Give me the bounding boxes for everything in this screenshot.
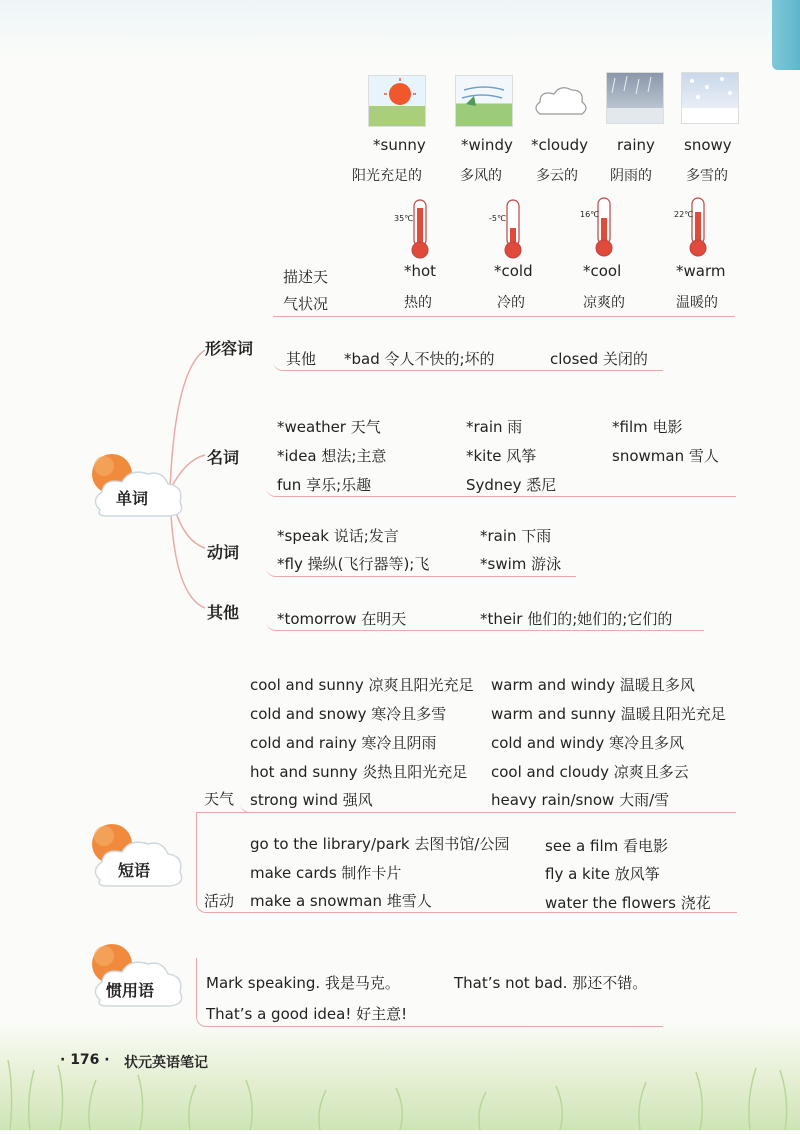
- phrase-item: make cards 制作卡片: [250, 864, 402, 882]
- page-top-shade: [0, 0, 800, 60]
- temperature-word-en: *cold: [494, 262, 533, 280]
- grass-blades-icon: [0, 1020, 800, 1130]
- idiom-item: That’s not bad. 那还不错。: [454, 974, 648, 992]
- verb-item: *swim 游泳: [480, 555, 562, 573]
- weather-word-zh: 多云的: [536, 168, 578, 184]
- verb-item: *speak 说话;发言: [277, 527, 399, 545]
- phrase-item: see a film 看电影: [545, 837, 668, 855]
- noun-item: snowman 雪人: [612, 447, 719, 465]
- sun-scene-icon: [368, 75, 426, 127]
- phrase-item: go to the library/park 去图书馆/公园: [250, 835, 510, 853]
- weather-word-en: *sunny: [373, 136, 426, 154]
- page-edge-tab: [772, 0, 800, 70]
- thermometer-hot-icon: [394, 198, 434, 264]
- noun-item: *rain 雨: [466, 418, 523, 436]
- noun-item: fun 享乐;乐趣: [277, 476, 372, 494]
- phrase-item: heavy rain/snow 大雨/雪: [491, 791, 670, 809]
- weather-word-zh: 多雪的: [686, 168, 728, 184]
- phrase-item: warm and windy 温暖且多风: [491, 676, 695, 694]
- phrase-item: water the flowers 浇花: [545, 894, 711, 912]
- weather-word-zh: 阳光充足的: [352, 168, 422, 184]
- thermometer-cool-icon: [578, 196, 618, 262]
- temperature-word-zh: 温暖的: [676, 295, 718, 311]
- phrase-item: cool and cloudy 凉爽且多云: [491, 763, 689, 781]
- weather-word-en: snowy: [684, 136, 732, 154]
- other-item: *their 他们的;她们的;它们的: [480, 610, 673, 628]
- phrase-item: warm and sunny 温暖且阳光充足: [491, 705, 726, 723]
- verb-item: *rain 下雨: [480, 527, 552, 545]
- thermometer-warm-icon: [672, 196, 712, 262]
- thermometer-reading: 16℃: [580, 210, 600, 219]
- words-badge: [86, 450, 191, 524]
- page-number: · 176 ·: [60, 1052, 110, 1068]
- others-label: 其他: [207, 603, 240, 622]
- thermometer-cold-icon: [487, 198, 527, 264]
- phrase-activity-label: 活动: [204, 892, 235, 910]
- phrases-divider: [196, 812, 736, 813]
- noun-item: *film 电影: [612, 418, 683, 436]
- phrase-item: fly a kite 放风筝: [545, 865, 660, 883]
- phrases-badge: [86, 820, 191, 894]
- phrase-item: cold and rainy 寒冷且阴雨: [250, 734, 437, 752]
- weather-word-en: rainy: [617, 136, 655, 154]
- temperature-word-en: *cool: [583, 262, 622, 280]
- temperature-word-zh: 凉爽的: [583, 295, 625, 311]
- noun-item: Sydney 悉尼: [466, 476, 557, 494]
- thermometer-reading: -5℃: [489, 214, 506, 223]
- temperature-word-en: *hot: [404, 262, 437, 280]
- other-item: *tomorrow 在明天: [277, 610, 407, 628]
- book-title: 状元英语笔记: [124, 1055, 208, 1071]
- adjective-other-item: *bad 令人不快的;坏的: [344, 350, 495, 368]
- noun-item: *kite 风筝: [466, 447, 537, 465]
- phrase-item: cold and windy 寒冷且多风: [491, 734, 684, 752]
- weather-word-en: *cloudy: [531, 136, 588, 154]
- phrase-item: hot and sunny 炎热且阳光充足: [250, 763, 468, 781]
- nouns-label: 名词: [207, 448, 240, 467]
- weather-word-zh: 多风的: [460, 168, 502, 184]
- cloud-icon: [530, 80, 590, 124]
- phrase-item: strong wind 强风: [250, 791, 373, 809]
- phrase-weather-label: 天气: [204, 790, 235, 808]
- temperature-word-zh: 热的: [404, 295, 432, 311]
- adjective-other-label: 其他: [286, 350, 317, 368]
- temperature-word-en: *warm: [676, 262, 726, 280]
- sun-cloud-icon: [86, 450, 191, 520]
- phrase-item: cold and snowy 寒冷且多雪: [250, 705, 447, 723]
- rain-scene-icon: [606, 72, 664, 124]
- phrase-item: cool and sunny 凉爽且阳光充足: [250, 676, 474, 694]
- snow-scene-icon: [681, 72, 739, 124]
- verb-item: *fly 操纵(飞行器等);飞: [277, 555, 430, 573]
- idiom-item: Mark speaking. 我是马克。: [206, 974, 400, 992]
- describe-weather-label: 描述天 气状况: [283, 268, 329, 313]
- wind-scene-icon: [455, 75, 513, 127]
- idiom-item: That’s a good idea! 好主意!: [206, 1005, 408, 1023]
- words-badge-label: 单词: [116, 489, 149, 508]
- grass-decoration: [0, 1020, 800, 1130]
- verbs-label: 动词: [207, 543, 240, 562]
- noun-item: *weather 天气: [277, 418, 381, 436]
- phrases-badge-label: 短语: [118, 861, 151, 880]
- thermometer-reading: 22℃: [674, 210, 694, 219]
- noun-item: *idea 想法;主意: [277, 447, 387, 465]
- phrase-item: make a snowman 堆雪人: [250, 892, 432, 910]
- temperature-word-zh: 冷的: [497, 295, 525, 311]
- idioms-badge: [86, 940, 191, 1014]
- weather-word-en: *windy: [461, 136, 513, 154]
- weather-word-zh: 阴雨的: [610, 168, 652, 184]
- adjectives-label: 形容词: [205, 339, 254, 358]
- idioms-badge-label: 惯用语: [106, 981, 155, 1000]
- thermometer-reading: 35℃: [394, 214, 414, 223]
- adjective-other-item: closed 关闭的: [550, 350, 648, 368]
